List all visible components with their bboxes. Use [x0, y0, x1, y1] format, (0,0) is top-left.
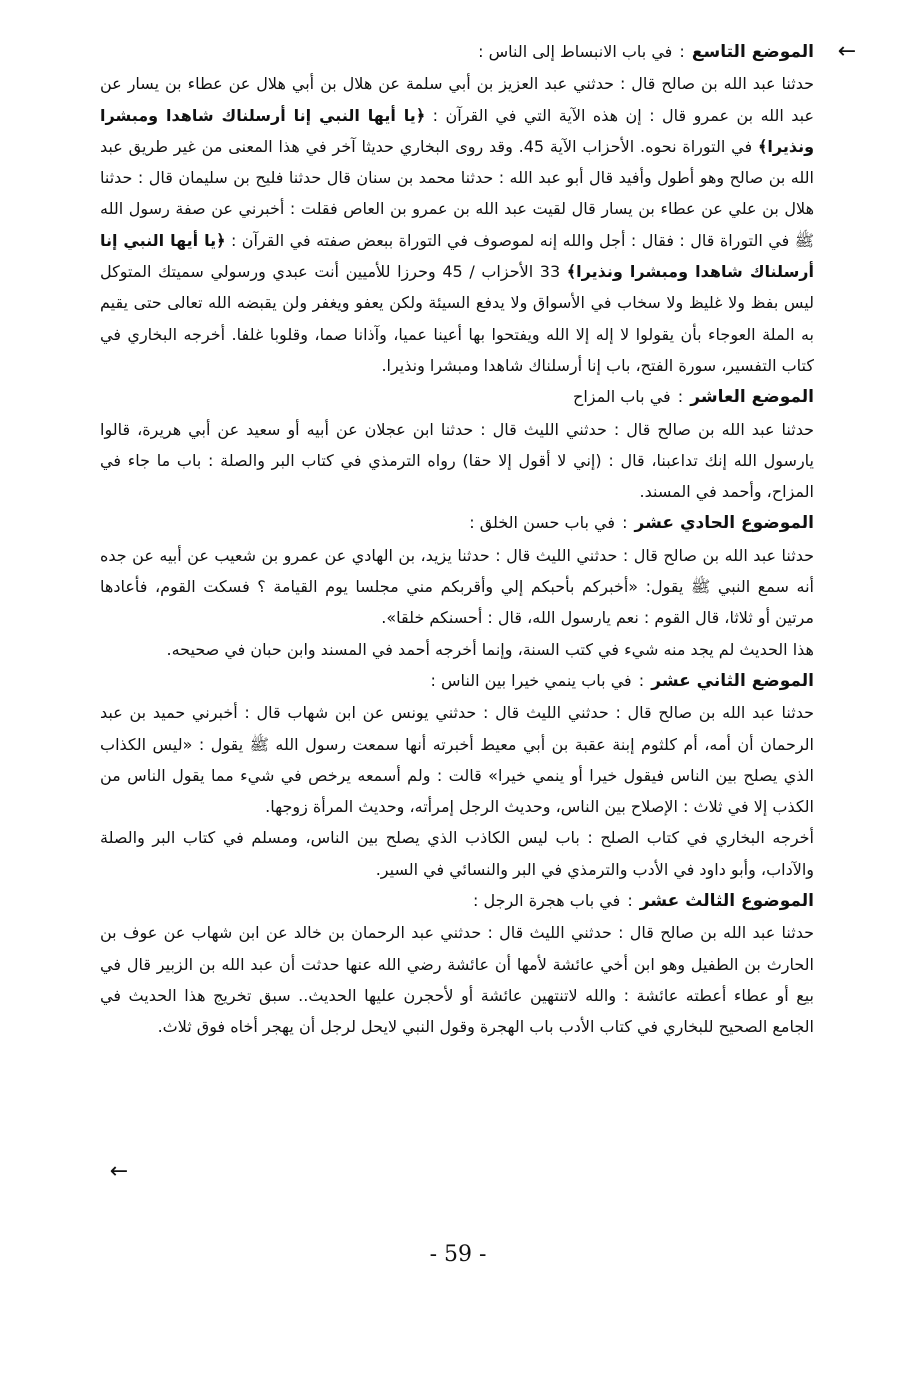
continue-arrow-icon: ←: [837, 39, 857, 64]
section-heading: [100, 507, 814, 539]
separator: :: [677, 387, 684, 407]
quran-verse: ﴿يا أيها النبي إنا أرسلناك شاهدا ومبشرا ونذيرا﴾: [100, 230, 814, 282]
section-label: الموضع التاسع: [691, 42, 814, 62]
section-tenth: [100, 381, 814, 507]
page-number: - 59 -: [429, 1242, 487, 1267]
section-label: الموضوع الثالث عشر: [639, 891, 814, 912]
section-ninth: [100, 36, 814, 381]
section-topic: في باب حسن الخلق :: [469, 513, 615, 533]
section-topic: في باب المزاح: [572, 387, 671, 407]
section-topic: في باب الانبساط إلى الناس :: [478, 42, 673, 61]
section-heading: [100, 665, 814, 697]
paragraph-text: في التوراة نحوه. الأحزاب الآية 45. وقد روى البخاري حديثا آخر في هذا المعنى من غير طريق عبد الله بن صالح وهو أطول وأفيد قال أبو عبد الله : حدثنا محمد بن سنان قال حدثنا فليح بن سليمان قال : حدثنا هلال بن علي عن عطاء بن يسار قال لقيت عبد الله بن عمرو بن العاص فقلت : أخبرني عن صفة رسول الله ﷺ في التوراة قال : فقال : أجل والله إنه لموصوف في التوراة ببعض صفته في القرآن :: [100, 136, 815, 250]
paragraph: حدثنا عبد الله بن صالح قال : حدثني الليث قال : حدثنا ابن عجلان عن أبيه أو سعيد عن أبي هريرة، قالوا يارسول الله إنك تداعبنا، قال : (إني لا أقول إلا حقا) رواه الترمذي في كتاب البر والصلة : باب ما جاء في المزاح، وأحمد في المسند.: [100, 419, 814, 502]
separator: :: [627, 891, 633, 911]
section-heading: [100, 36, 814, 68]
section-topic: في باب هجرة الرجل :: [472, 891, 621, 911]
paragraph: حدثنا عبد الله بن صالح قال : حدثني الليث قال : حدثني يونس عن ابن شهاب قال : أخبرني حميد بن عبد الرحمان أن أمه، أم كلثوم إبنة عقبة بن أبي معيط أخبرته أنها سمعت رسول الله ﷺ يقول : «ليس الكذاب الذي يصلح بين الناس فيقول خيرا أو ينمي خيرا» قالت : ولم أسمعه يرخص في شيء مما يقول الناس من الكذب إلا في ثلاث : الإصلاح بين الناس، وحديث الرجل إمرأته، وحديث المرأة زوجها.: [100, 703, 814, 817]
paragraph: [100, 68, 814, 381]
paragraph: هذا الحديث لم يجد منه شيء في كتب السنة، وإنما أخرجه أحمد في المسند وابن حبان في صحيحه.: [166, 639, 814, 659]
page-body: [100, 36, 814, 1043]
section-topic: في باب ينمي خيرا بين الناس :: [430, 670, 632, 690]
quran-verse: ﴿يا أيها النبي إنا أرسلناك شاهدا ومبشرا ونذيرا﴾: [100, 105, 815, 156]
separator: :: [622, 513, 628, 533]
section-twelfth: [100, 665, 814, 885]
separator: :: [679, 42, 685, 61]
continue-arrow-icon: ←: [109, 1159, 129, 1184]
section-eleventh: [100, 507, 814, 664]
paragraph: حدثنا عبد الله بن صالح قال : حدثني الليث قال : حدثنا يزيد، بن الهادي عن عمرو بن شعيب عن أبيه عن جده أنه سمع النبي ﷺ يقول: «أخبركم بأحبكم إلي وأقربكم مني مجلسا يوم القيامة ؟ فسكت القوم، فأعادها مرتين أو ثلاثا، قال القوم : نعم يارسول الله، قال : أحسنكم خلقا».: [100, 545, 814, 628]
section-label: الموضع الثاني عشر: [651, 670, 814, 691]
paragraph: أخرجه البخاري في كتاب الصلح : باب ليس الكاذب الذي يصلح بين الناس، ومسلم في كتاب البر والصلة والآداب، وأبو داود في الأدب والترمذي في البر والنسائي في السير.: [100, 828, 814, 879]
separator: :: [638, 670, 645, 690]
section-thirteenth: [100, 885, 814, 1042]
paragraph-text: حدثنا عبد الله بن صالح قال : حدثني عبد العزيز بن أبي سلمة عن هلال بن أبي هلال عن عطاء بن يسار عن عبد الله بن عمرو قال : إن هذه الآية التي في القرآن :: [100, 74, 814, 125]
section-label: الموضوع الحادي عشر: [634, 513, 814, 534]
paragraph-text: 33 الأحزاب / 45 وحرزا للأميين أنت عبدي ورسولي سميتك المتوكل ليس بفظ ولا غليظ ولا سخاب في الأسواق ولا يدفع السيئة ولكن يعفو ويغفر ولن يقبضه الله تعالى حتى يقيم به الملة العوجاء بأن يقولوا لا إله إلا الله ويفتحوا بها أعينا عميا، وآذانا صما، وقلوبا غلفا. أخرجه البخاري في كتاب التفسير، سورة الفتح، باب إنا أرسلناك شاهدا ومبشرا ونذيرا.: [100, 262, 814, 375]
paragraph: حدثنا عبد الله بن صالح قال : حدثني الليث قال : حدثني عبد الرحمان بن خالد عن ابن شهاب عن عوف بن الحارث بن الطفيل وهو ابن أخي عائشة لأمها أن عائشة رضي الله عنها حدثت أن عبد الله بن الزبير قال في بيع أو عطاء أعطته عائشة : والله لاتنتهين عائشة أو لأحجرن عليها الحديث.. سبق تخريج هذا الحديث في الجامع الصحيح للبخاري في كتاب الأدب باب الهجرة وقول النبي لايحل لرجل أن يهجر أخاه فوق ثلاث.: [100, 923, 814, 1037]
section-heading: [100, 381, 814, 413]
section-label: الموضع العاشر: [690, 387, 814, 408]
section-heading: [100, 885, 814, 917]
